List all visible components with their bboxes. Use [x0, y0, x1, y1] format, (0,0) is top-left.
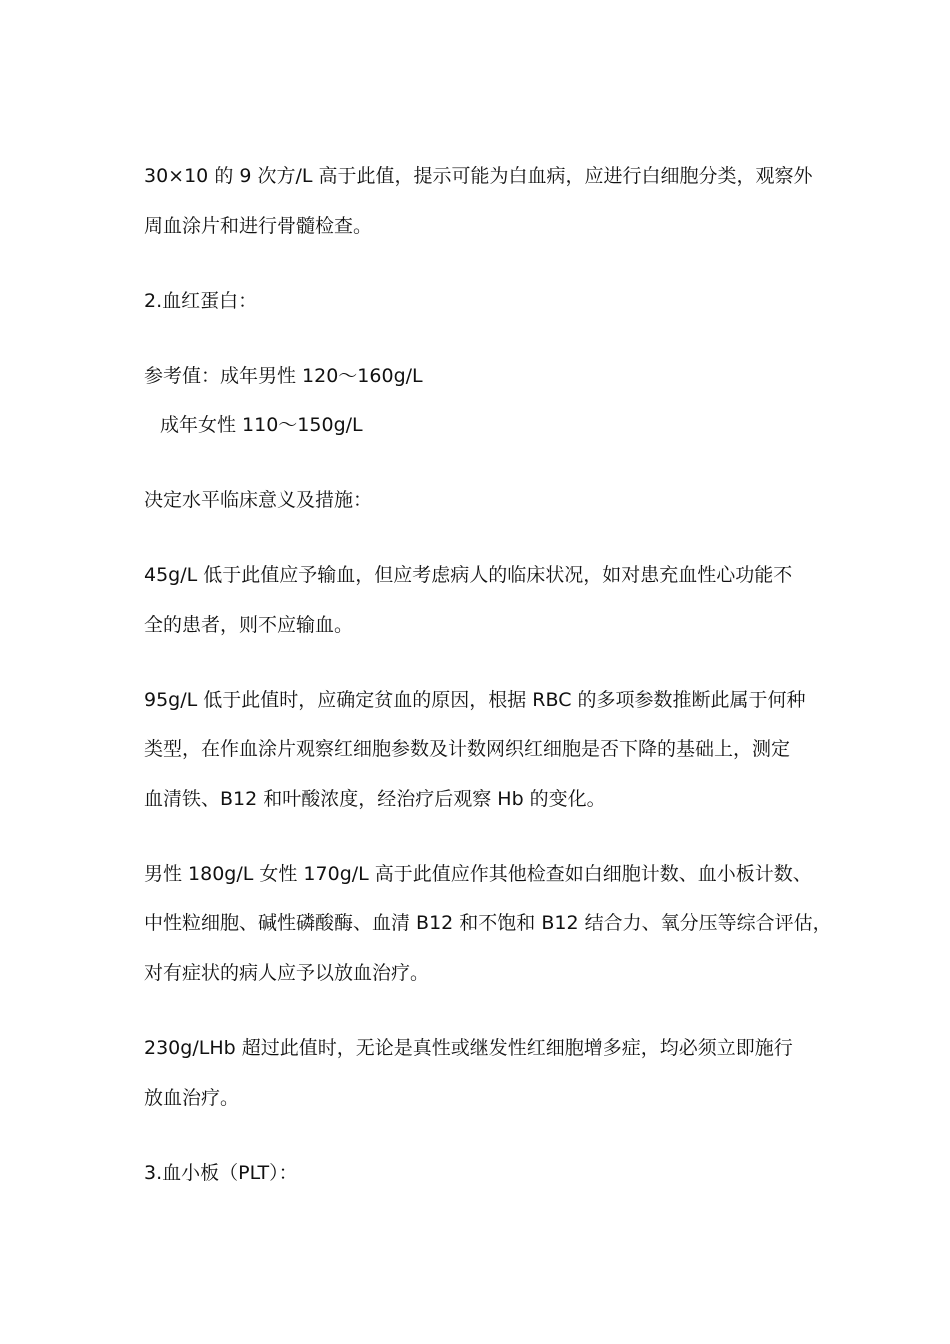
text-line-reference-female: 成年女性 110～150g/L [160, 414, 363, 436]
text-line-95g-cont-1: 类型，在作血涂片观察红细胞参数及计数网织红细胞是否下降的基础上，测定 [144, 738, 791, 760]
section-heading-platelet: 3.血小板（PLT）： [144, 1162, 298, 1184]
text-line-180g-cont-1: 中性粒细胞、碱性磷酸酶、血清 B12 和不饱和 B12 结合力、氧分压等综合评估， [144, 912, 832, 934]
text-line-reference-male: 参考值：成年男性 120～160g/L [144, 365, 423, 387]
text-line-45g-cont: 全的患者，则不应输血。 [144, 614, 354, 636]
text-line-wbc-threshold-cont: 周血涂片和进行骨髓检查。 [144, 215, 373, 237]
text-line-wbc-threshold: 30×10 的 9 次方/L 高于此值，提示可能为白血病，应进行白细胞分类，观察外 [144, 165, 813, 187]
text-line-180g: 男性 180g/L 女性 170g/L 高于此值应作其他检查如白细胞计数、血小板计数、 [144, 863, 812, 885]
text-line-180g-cont-2: 对有症状的病人应予以放血治疗。 [144, 962, 430, 984]
text-line-95g-cont-2: 血清铁、B12 和叶酸浓度，经治疗后观察 Hb 的变化。 [144, 788, 606, 810]
text-line-45g: 45g/L 低于此值应予输血，但应考虑病人的临床状况，如对患充血性心功能不 [144, 564, 793, 586]
text-line-95g: 95g/L 低于此值时，应确定贫血的原因，根据 RBC 的多项参数推断此属于何种 [144, 689, 806, 711]
section-heading-hemoglobin: 2.血红蛋白： [144, 290, 258, 312]
text-line-decision-levels: 决定水平临床意义及措施： [144, 489, 373, 511]
text-line-230g: 230g/LHb 超过此值时，无论是真性或继发性红细胞增多症，均必须立即施行 [144, 1037, 793, 1059]
text-line-230g-cont: 放血治疗。 [144, 1087, 240, 1109]
